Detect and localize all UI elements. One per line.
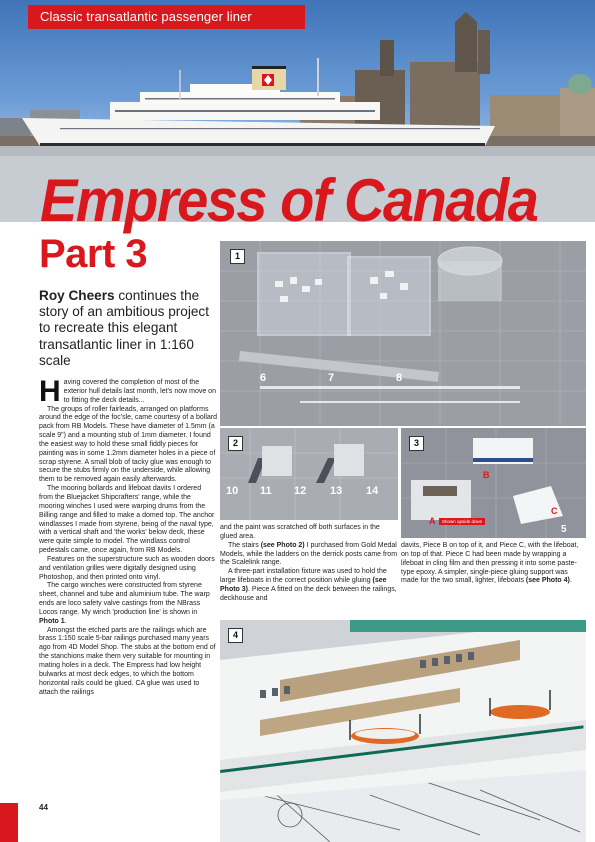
photo-number: 4 xyxy=(228,628,243,643)
photo-number: 1 xyxy=(230,249,245,264)
body-paragraph: davits, Piece B on top of it, and Piece C, with the lifeboat, on top of that. Piece C had been made by wrapping a lifeboat in cling film and then pressing it into some paste-type epoxy. A simpler, single-piece gluing support was made for the two small, lighter, lifeboats (see Photo 4). xyxy=(401,542,579,585)
body-paragraph: Features on the superstructure such as wooden doors and ventilation grilles were digitally designed using Photoshop, and then printed onto vinyl. xyxy=(39,555,215,581)
photo-1 xyxy=(220,241,586,426)
ruler-mark: 7 xyxy=(328,372,335,384)
body-paragraph: The cargo winches were constructed from styrene sheet, channel and tube and aluminium tube. The warp ends are loco safety valve castings from the NBrass Locos range. My winch 'production line' is shown in Photo 1. xyxy=(39,582,210,625)
photo-1-illustration xyxy=(220,241,586,426)
ruler-mark: 14 xyxy=(366,485,379,497)
ruler-mark: 12 xyxy=(294,485,307,497)
ruler-mark: 13 xyxy=(330,485,343,497)
piece-label-c: C xyxy=(551,506,558,516)
photo-reference: Photo 1 xyxy=(39,617,65,625)
article-part-number: Part 3 xyxy=(39,232,148,276)
piece-label-a: A xyxy=(429,516,436,526)
piece-label-b: B xyxy=(483,470,490,480)
photo-reference: (see Photo 3) xyxy=(220,577,387,593)
ruler-mark: 11 xyxy=(260,485,272,497)
ruler-mark: 8 xyxy=(396,372,403,384)
drop-cap: H xyxy=(39,375,61,408)
author-name: Roy Cheers xyxy=(39,288,115,303)
body-paragraph: and the paint was scratched off both surfaces in the glued area. xyxy=(220,524,380,540)
photo-number: 3 xyxy=(409,436,424,451)
body-column-2 xyxy=(220,524,398,604)
photo-3-caption: Shown upside down xyxy=(439,518,485,525)
ruler-mark: 10 xyxy=(226,485,239,497)
page-number: 44 xyxy=(39,803,48,812)
photo-4 xyxy=(220,620,586,842)
standfirst-text: continues the story of an ambitious project to recreate this elegant transatlantic liner in 1:160 scale xyxy=(39,288,210,368)
section-kicker: Classic transatlantic passenger liner xyxy=(28,5,305,29)
body-column-3 xyxy=(401,542,586,586)
photo-3 xyxy=(401,428,586,538)
body-paragraph: The groups of roller fairleads, arranged on platforms around the edge of the foc'sle, came courtesy of a bollard pack from RB Models. These have diameter of 1.5mm (a scale 9") and a mounting stub of 1mm diameter. I found the easiest way to hold these small fiddly pieces for painting was in some 1.2mm diameter holes in a piece of scrap styrene. A small blob of tacky glue was enough to secure the stubs firmly on the underside, while allowing them to be removed again easily afterwards. xyxy=(39,405,218,484)
body-paragraph: Amongst the etched parts are the railings which are brass 1:150 scale 5-bar railings purchased many years ago from 4D Model Shop. The stubs at the bottom end of the stanchions make them very suitable for mounting in mating holes in a deck. The Empress had low height bulwarks at most deck edges, to which the bottom horizontal rails could be glued. CA glue was used to attach the railings xyxy=(39,626,216,696)
body-paragraph: A three-part installation fixture was used to hold the large lifeboats in the correct position while gluing (see Photo 3). Piece A fitted on the deck between the railings, deckhouse and xyxy=(220,568,397,602)
photo-2 xyxy=(220,428,398,520)
ruler-mark: 5 xyxy=(561,524,567,535)
standfirst xyxy=(39,288,217,369)
page-accent-bar xyxy=(0,803,18,842)
photo-reference: (see Photo 2) xyxy=(260,541,305,549)
photo-number: 2 xyxy=(228,436,243,451)
photo-reference: (see Photo 4) xyxy=(525,577,570,585)
photo-2-illustration xyxy=(220,428,398,520)
article-title: Empress of Canada xyxy=(40,165,538,234)
body-paragraph: The mooring bollards and lifeboat davits I ordered from the Bluejacket Shipcrafters' range, while the mooring winches I used were warping drums from the Billing range and filled to make a domed top. The anchor windlasses I made from styrene, being of the naval type, with a vertical shaft and 'the works' below deck, these were quite simple to model. The windlass control pedestals came, once again, from RB Models. xyxy=(39,485,215,555)
photo-4-illustration xyxy=(220,620,586,842)
body-paragraph: The stairs (see Photo 2) I purchased from Gold Medal Models, while the ladders on the derrick posts came from the Scalelink range. xyxy=(220,541,398,567)
ruler-mark: 6 xyxy=(260,372,267,384)
body-column-1 xyxy=(39,375,218,697)
body-paragraph: Having covered the completion of most of the exterior hull details last month, let's now move on to fitting the deck details... xyxy=(39,375,216,408)
